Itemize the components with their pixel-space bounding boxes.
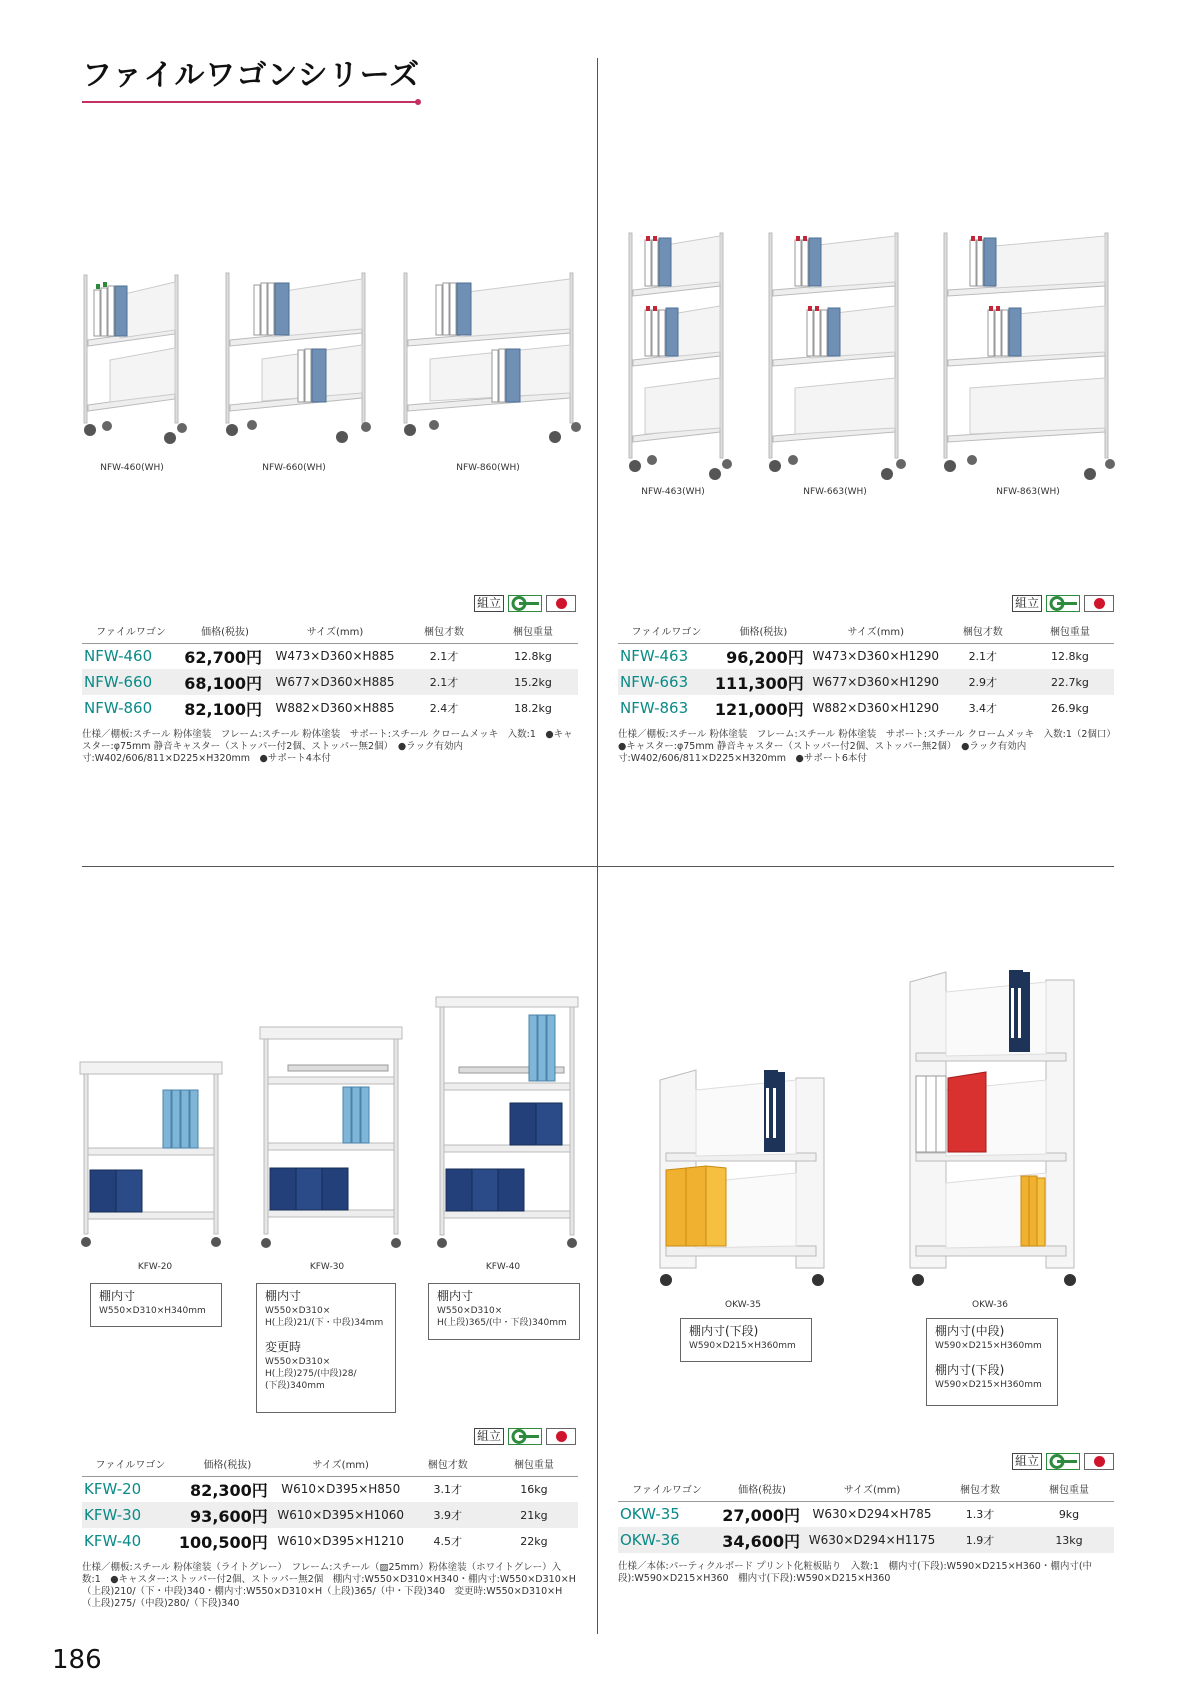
header-price: 価格(税抜) — [716, 1477, 808, 1501]
weight-cell: 9kg — [1058, 1507, 1080, 1521]
table-row — [618, 669, 1114, 695]
japan-flag-icon — [1084, 595, 1114, 612]
product-image-kfw-30 — [258, 1025, 408, 1255]
dimension-value: H(上段)275/(中段)28/ — [265, 1369, 357, 1379]
header-volume: 梱包才数 — [940, 619, 1026, 643]
dimension-value: W550×D310×H340mm — [99, 1306, 206, 1316]
product-label-okw-35: OKW-35 — [725, 1300, 761, 1310]
product-label-kfw-30: KFW-30 — [309, 1262, 345, 1272]
model-cell: NFW-663 — [618, 669, 715, 695]
product-image-nfw-860 — [400, 265, 580, 460]
spec-note-nfw-b: 仕様／棚板:スチール 粉体塗装 フレーム:スチール 粉体塗装 サポート:スチール クロームメッキ 入数:1（2個口）●キャスター:φ75mm 静音キャスター（ストッパー付2個、ストッパー無2個） ●ラック有効内寸:W402/606/811×D225×H320mm ●サポート6本付 — [618, 729, 1112, 764]
green-mark-icon — [508, 1428, 542, 1445]
green-mark-icon — [1046, 595, 1080, 612]
table-row — [82, 1528, 578, 1554]
spec-note-okw: 仕様／本体:パーティクルボード プリント化粧板貼り 入数:1 棚内寸(下段):W590×D215×H360・棚内寸(中段):W590×D215×H360 棚内寸(下段):W590×D215×H360 — [618, 1561, 1093, 1584]
size-cell: W630×D294×H1175 — [808, 1527, 936, 1553]
header-price: 価格(税抜) — [180, 619, 270, 643]
assembly-badge: 組立 — [474, 595, 504, 612]
product-image-nfw-863 — [940, 228, 1115, 483]
dimension-box-okw-35 — [680, 1318, 812, 1362]
size-cell: W473×D360×H1290 — [812, 649, 940, 664]
volume-cell: 2.1才 — [968, 650, 998, 664]
badge-group-nfw-a — [474, 595, 576, 612]
table-row — [82, 669, 578, 695]
header-volume: 梱包才数 — [936, 1477, 1024, 1501]
japan-flag-icon — [1084, 1453, 1114, 1470]
product-label-kfw-20: KFW-20 — [137, 1262, 173, 1272]
product-label-nfw-663: NFW-663(WH) — [803, 487, 867, 497]
price-cell: 62,700円 — [184, 647, 262, 667]
product-image-okw-35 — [656, 1068, 836, 1293]
product-label-nfw-460: NFW-460(WH) — [100, 463, 164, 473]
dimension-title-alt: 変更時 — [265, 1340, 302, 1354]
price-cell: 68,100円 — [180, 669, 270, 695]
price-cell: 82,300円 — [190, 1480, 268, 1500]
price-cell: 34,600円 — [716, 1527, 808, 1553]
table-row — [618, 1501, 1114, 1527]
header-price: 価格(税抜) — [715, 619, 812, 643]
badge-group-okw — [1012, 1453, 1114, 1470]
model-cell: KFW-30 — [82, 1502, 179, 1528]
green-mark-icon — [508, 595, 542, 612]
dimension-title: 棚内寸 — [437, 1289, 474, 1303]
weight-cell: 15.2kg — [488, 669, 578, 695]
header-size: サイズ(mm) — [270, 619, 400, 643]
header-price: 価格(税抜) — [179, 1452, 276, 1476]
dimension-value: W590×D215×H360mm — [935, 1380, 1042, 1390]
header-volume: 梱包才数 — [406, 1452, 490, 1476]
volume-cell: 3.1才 — [433, 1483, 463, 1497]
weight-cell: 22kg — [520, 1534, 548, 1548]
model-cell: NFW-660 — [82, 669, 180, 695]
size-cell: W630×D294×H785 — [812, 1507, 932, 1522]
product-label-okw-36: OKW-36 — [972, 1300, 1008, 1310]
volume-cell: 2.4才 — [429, 702, 459, 715]
weight-cell: 12.8kg — [514, 649, 552, 663]
model-cell: NFW-860 — [84, 699, 153, 717]
horizontal-divider — [82, 866, 1114, 867]
volume-cell: 3.9才 — [406, 1502, 490, 1528]
header-model: ファイルワゴン — [82, 1452, 179, 1476]
model-cell: OKW-36 — [618, 1527, 716, 1553]
page-number: 186 — [52, 1645, 102, 1675]
size-cell: W610×D395×H850 — [281, 1482, 401, 1497]
product-label-nfw-463: NFW-463(WH) — [641, 487, 705, 497]
size-cell: W882×D360×H885 — [275, 701, 395, 715]
dimension-box-kfw-40 — [428, 1283, 580, 1340]
spec-note-kfw: 仕様／棚板:スチール 粉体塗装（ライトグレー） フレーム:スチール（▨25mm）粉体塗装（ホワイトグレー）入数:1 ●キャスター:ストッパー付2個、ストッパー無2個 棚内寸:W550×D310×H340・棚内寸:W550×D310×H（上段)210/（下・中段)340・棚内寸:W550×D310×H（上段)365/（中・下段)340 変更時:W550×D310×H（上段)275/（中段)280/（下段)340 — [82, 1562, 576, 1609]
size-cell: W882×D360×H1290 — [812, 701, 940, 715]
product-image-kfw-40 — [434, 995, 584, 1255]
green-mark-icon — [1046, 1453, 1080, 1470]
product-image-nfw-660 — [222, 265, 372, 460]
volume-cell: 4.5才 — [433, 1535, 463, 1548]
price-cell: 111,300円 — [715, 669, 812, 695]
product-image-nfw-463 — [625, 228, 730, 483]
model-cell: OKW-35 — [620, 1505, 680, 1524]
spec-note-nfw-a: 仕様／棚板:スチール 粉体塗装 フレーム:スチール 粉体塗装 サポート:スチール クロームメッキ 入数:1 ●キャスター:φ75mm 静音キャスター（ストッパー付2個、ストッパー無2個） ●ラック有効内寸:W402/606/811×D225×H320mm ●サポート4本付 — [82, 729, 573, 764]
table-row — [82, 695, 578, 721]
dimension-value: W550×D310× — [265, 1357, 331, 1367]
weight-cell: 21kg — [490, 1502, 578, 1528]
header-size: サイズ(mm) — [276, 1452, 406, 1476]
weight-cell: 12.8kg — [1051, 649, 1089, 663]
product-label-nfw-863: NFW-863(WH) — [996, 487, 1060, 497]
badge-group-nfw-b — [1012, 595, 1114, 612]
dimension-value: W550×D310× — [265, 1306, 331, 1316]
product-label-nfw-860: NFW-860(WH) — [456, 463, 520, 473]
dimension-title: 棚内寸 — [99, 1289, 136, 1303]
product-image-kfw-20 — [78, 1060, 228, 1255]
table-row — [618, 643, 1114, 669]
product-image-nfw-663 — [765, 228, 905, 483]
title-underline-dot — [415, 99, 421, 105]
assembly-badge: 組立 — [1012, 595, 1042, 612]
weight-cell: 18.2kg — [514, 701, 552, 715]
weight-cell: 13kg — [1024, 1527, 1114, 1553]
size-cell: W610×D395×H1210 — [277, 1534, 405, 1548]
header-model: ファイルワゴン — [82, 619, 180, 643]
assembly-badge: 組立 — [474, 1428, 504, 1445]
price-cell: 96,200円 — [726, 647, 804, 667]
dimension-box-kfw-30 — [256, 1283, 396, 1413]
volume-cell: 2.1才 — [400, 669, 488, 695]
vertical-divider-top — [597, 58, 598, 866]
price-cell: 93,600円 — [179, 1502, 276, 1528]
product-image-okw-36 — [906, 968, 1086, 1293]
product-label-nfw-660: NFW-660(WH) — [262, 463, 326, 473]
table-row — [82, 1476, 578, 1502]
volume-cell: 1.3才 — [965, 1508, 995, 1522]
dimension-value: W550×D310× — [437, 1306, 503, 1316]
header-model: ファイルワゴン — [618, 619, 715, 643]
size-cell: W473×D360×H885 — [275, 649, 395, 664]
price-cell: 82,100円 — [184, 699, 262, 719]
volume-cell: 2.9才 — [940, 669, 1026, 695]
table-row — [82, 1502, 578, 1528]
table-row — [618, 695, 1114, 721]
dimension-box-kfw-20 — [90, 1283, 222, 1327]
page-title: ファイルワゴンシリーズ — [82, 58, 421, 93]
volume-cell: 2.1才 — [429, 650, 459, 664]
japan-flag-icon — [546, 595, 576, 612]
product-image-nfw-460 — [80, 270, 185, 460]
header-model: ファイルワゴン — [618, 1477, 716, 1501]
dimension-value: H(上段)365/(中・下段)340mm — [437, 1318, 567, 1328]
dimension-value: W590×D215×H360mm — [935, 1341, 1042, 1351]
table-row — [82, 643, 578, 669]
spec-table-nfw-a — [82, 619, 578, 721]
model-cell: KFW-40 — [84, 1532, 142, 1550]
vertical-divider-bottom — [597, 866, 598, 1634]
price-cell: 27,000円 — [722, 1505, 800, 1525]
volume-cell: 1.9才 — [936, 1527, 1024, 1553]
badge-group-kfw — [474, 1428, 576, 1445]
spec-table-okw — [618, 1477, 1114, 1553]
dimension-box-okw-36 — [926, 1318, 1058, 1406]
price-cell: 121,000円 — [714, 699, 804, 719]
product-label-kfw-40: KFW-40 — [485, 1262, 521, 1272]
weight-cell: 26.9kg — [1051, 701, 1089, 715]
dimension-title-alt: 棚内寸(下段) — [935, 1363, 1005, 1377]
header-volume: 梱包才数 — [400, 619, 488, 643]
table-row — [618, 1527, 1114, 1553]
title-underline — [82, 101, 416, 103]
header-weight: 梱包重量 — [1024, 1477, 1114, 1501]
header-weight: 梱包重量 — [490, 1452, 578, 1476]
model-cell: NFW-863 — [620, 699, 689, 717]
header-weight: 梱包重量 — [488, 619, 578, 643]
japan-flag-icon — [546, 1428, 576, 1445]
model-cell: KFW-20 — [84, 1480, 142, 1499]
dimension-title: 棚内寸(下段) — [689, 1324, 759, 1338]
dimension-value: W590×D215×H360mm — [689, 1341, 796, 1351]
volume-cell: 3.4才 — [968, 702, 998, 715]
size-cell: W677×D360×H1290 — [812, 669, 940, 695]
assembly-badge: 組立 — [1012, 1453, 1042, 1470]
spec-table-nfw-b — [618, 619, 1114, 721]
dimension-value: H(上段)21/(下・中段)34mm — [265, 1318, 384, 1328]
size-cell: W677×D360×H885 — [270, 669, 400, 695]
price-cell: 100,500円 — [178, 1532, 268, 1552]
size-cell: W610×D395×H1060 — [276, 1502, 406, 1528]
weight-cell: 22.7kg — [1026, 669, 1114, 695]
model-cell: NFW-463 — [620, 647, 689, 666]
header-size: サイズ(mm) — [812, 619, 940, 643]
header-size: サイズ(mm) — [808, 1477, 936, 1501]
model-cell: NFW-460 — [84, 647, 153, 666]
dimension-title: 棚内寸 — [265, 1289, 302, 1303]
header-weight: 梱包重量 — [1026, 619, 1114, 643]
dimension-value: (下段)340mm — [265, 1381, 325, 1391]
weight-cell: 16kg — [520, 1482, 548, 1496]
dimension-title: 棚内寸(中段) — [935, 1324, 1005, 1338]
spec-table-kfw — [82, 1452, 578, 1554]
